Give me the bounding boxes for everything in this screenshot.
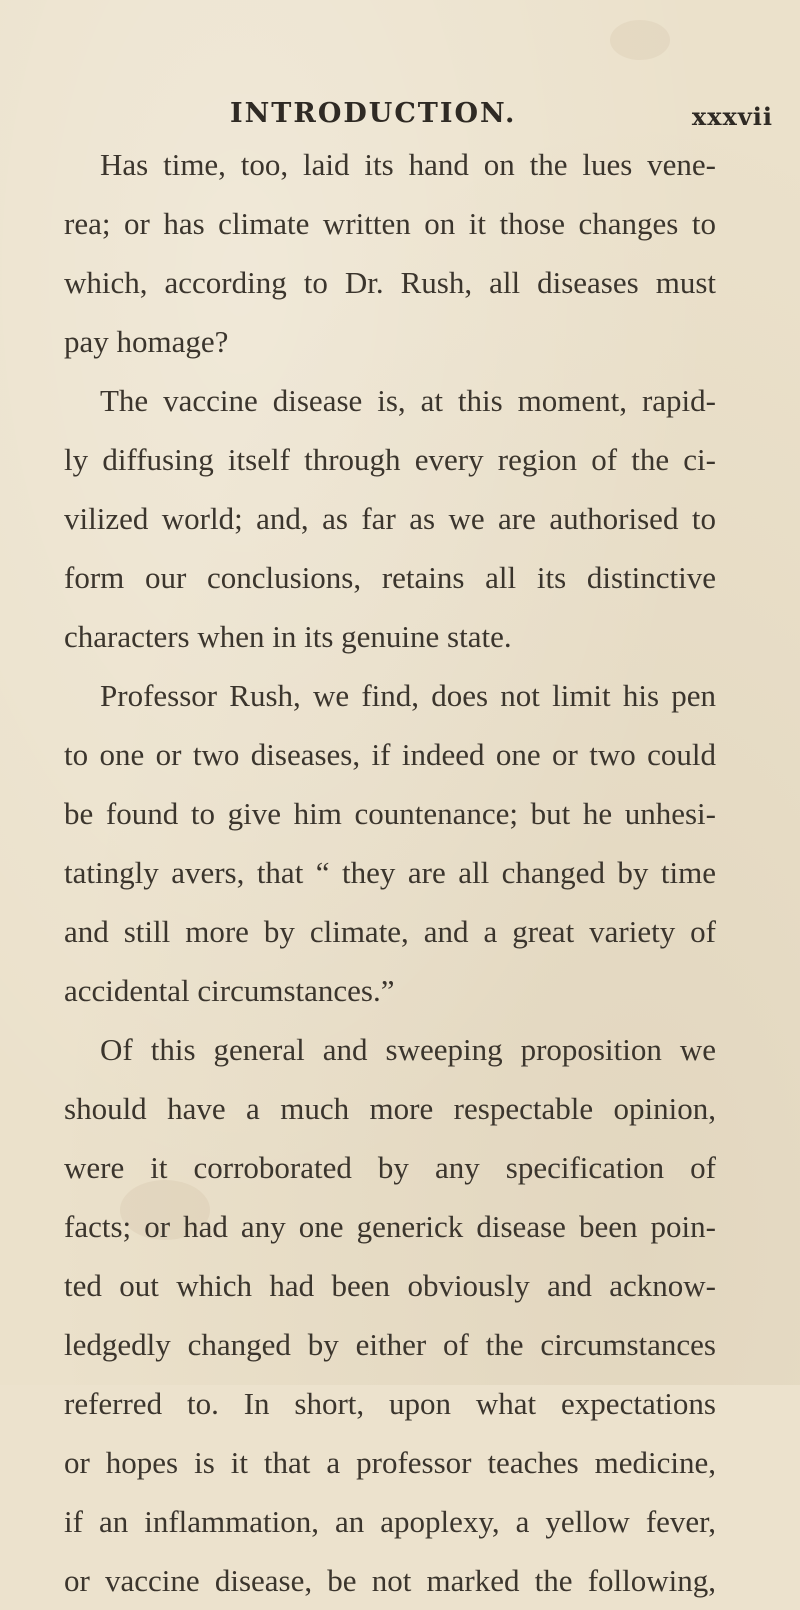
- text-line: be found to give him countenance; but he unhesi-: [64, 796, 716, 831]
- text-line: pay homage?: [64, 324, 229, 359]
- text-line: to one or two diseases, if indeed one or two could: [64, 737, 716, 772]
- text-line: vilized world; and, as far as we are authorised to: [64, 501, 716, 536]
- text-line: form our conclusions, retains all its distinctive: [64, 560, 716, 595]
- body-text: [64, 135, 716, 1610]
- paper-stain: [610, 20, 670, 60]
- text-line: if an inflammation, an apoplexy, a yellow fever,: [64, 1504, 716, 1539]
- text-line: or hopes is it that a professor teaches medicine,: [64, 1445, 716, 1480]
- text-line: Has time, too, laid its hand on the lues vene-: [100, 147, 716, 182]
- text-line: facts; or had any one generick disease been poin-: [64, 1209, 716, 1244]
- text-line: or vaccine disease, be not marked the following,: [64, 1563, 716, 1598]
- text-line: should have a much more respectable opinion,: [64, 1091, 716, 1126]
- page-number: xxxvii: [691, 102, 773, 131]
- text-line: rea; or has climate written on it those changes to: [64, 206, 716, 241]
- text-line: and still more by climate, and a great variety of: [64, 914, 716, 949]
- text-line: Professor Rush, we find, does not limit his pen: [100, 678, 716, 713]
- text-line: were it corroborated by any specification of: [64, 1150, 716, 1185]
- text-line: tatingly avers, that “ they are all changed by time: [64, 855, 716, 890]
- text-line: accidental circumstances.”: [64, 973, 395, 1008]
- text-line: which, according to Dr. Rush, all diseases must: [64, 265, 716, 300]
- text-line: The vaccine disease is, at this moment, rapid-: [100, 383, 716, 418]
- text-line: Of this general and sweeping proposition we: [100, 1032, 716, 1067]
- text-line: ledgedly changed by either of the circumstances: [64, 1327, 716, 1362]
- text-line: referred to. In short, upon what expectations: [64, 1386, 716, 1421]
- text-line: ly diffusing itself through every region of the ci-: [64, 442, 716, 477]
- running-title: INTRODUCTION.: [230, 98, 517, 129]
- text-line: ted out which had been obviously and acknow-: [64, 1268, 716, 1303]
- page-header: [0, 98, 800, 138]
- text-line: characters when in its genuine state.: [64, 619, 512, 654]
